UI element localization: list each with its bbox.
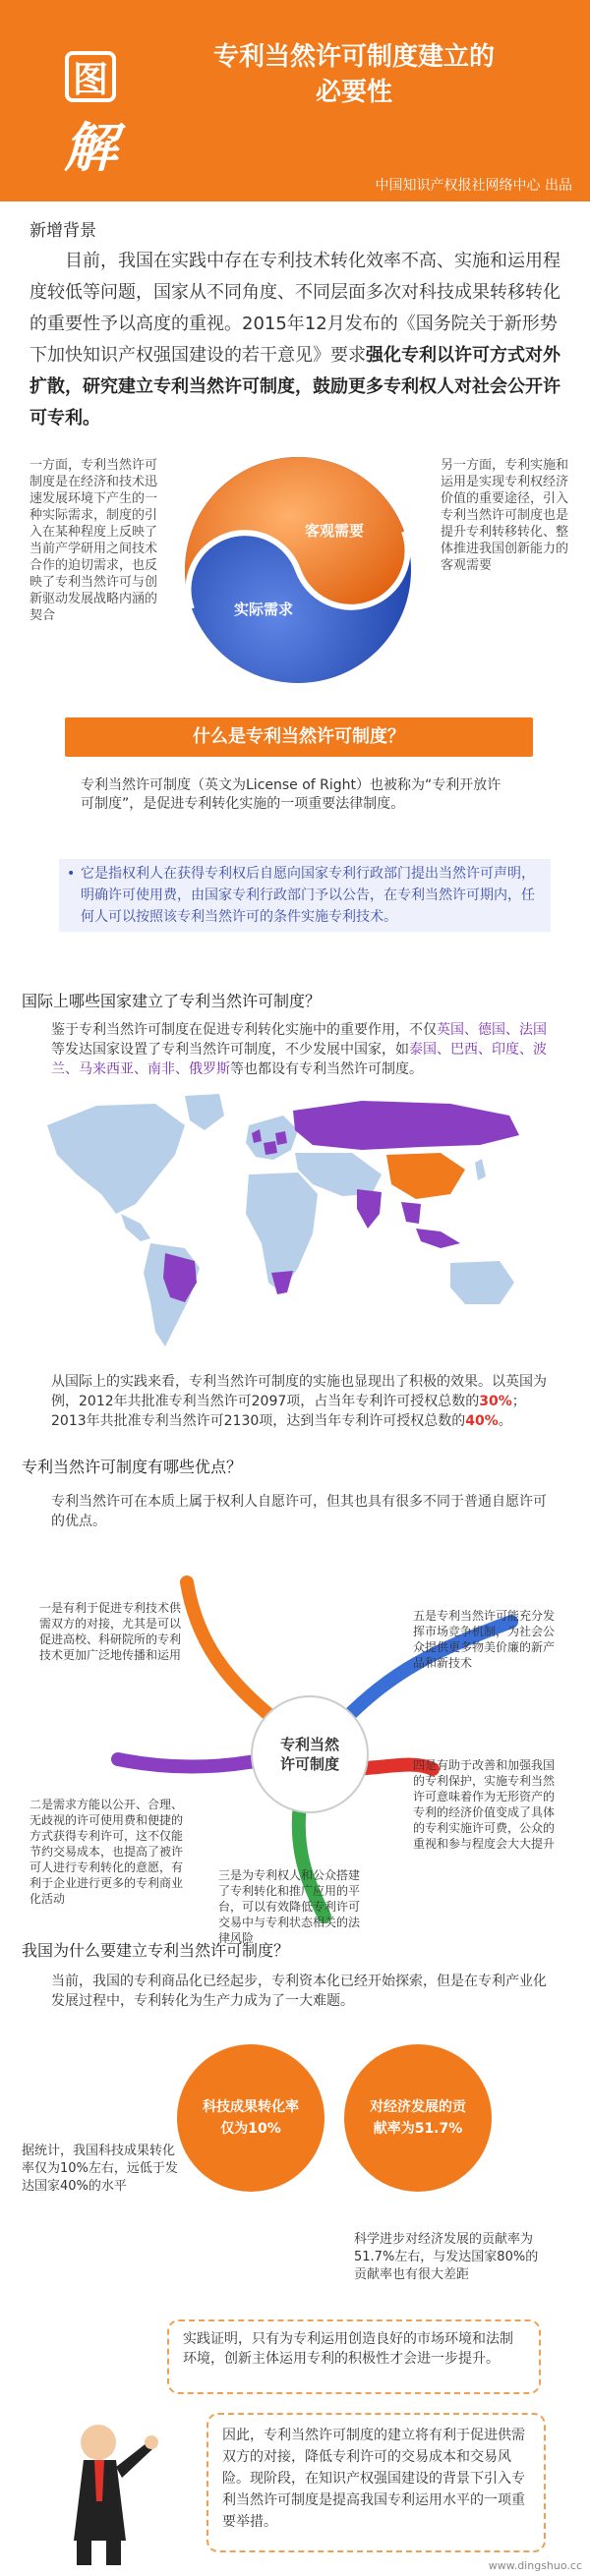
countries-text-3: 等也都设有专利当然许可制度。 — [230, 1061, 423, 1077]
stats-text-2: ；2013年共批准专利当然许可2130项，达到当年专利许可授权总数的 — [51, 1394, 526, 1429]
header-banner — [0, 0, 590, 201]
countries-developing: 泰国、巴西、印度、波兰、马来西亚、南非、俄罗斯 — [51, 1042, 547, 1077]
stats-text — [51, 1372, 553, 1431]
countries-text-2: 等发达国家设置了专利当然许可制度，不少发展中国家，如 — [51, 1042, 409, 1058]
watermark: www.dingshuo.cc — [488, 2559, 582, 2572]
advantage-4: 四是有助于改善和加强我国的专利保护，实施专利当然许可意味着作为无形资产的专利的经济价值变成了具体的专利实施许可费，公众的重视和参与程度会大大提升 — [413, 1758, 556, 1851]
yinyang-top-label: 客观需要 — [304, 522, 365, 540]
advantage-2: 二是需求方能以公开、合理、无歧视的许可使用费和便捷的方式获得专利许可，这不仅能节约交易成本，也提高了被许可人进行专利转化的意愿，有利于企业进行更多的专利商业化活动 — [30, 1798, 184, 1906]
stat-note-contribution: 科学进步对经济发展的贡献率为51.7%左右，与发达国家80%的贡献率也有很大差距 — [354, 2232, 539, 2282]
businessman-figure — [39, 2413, 187, 2570]
branch-orange — [187, 1582, 275, 1720]
mindmap-center — [251, 1695, 369, 1813]
definition-text: 专利当然许可制度（英文为License of Right）也被称为“专利开放许可制度”，是促进专利转化实施的一项重要法律制度。 — [81, 777, 502, 812]
intro-paragraph — [30, 246, 560, 434]
why-question: 我国为什么要建立专利当然许可制度？ — [22, 1941, 290, 1960]
advantage-3: 三是为专利权人和公众搭建了专利转化和推广应用的平台，可以有效降低专利许可交易中与专利状态相关的法律风险 — [218, 1868, 361, 1945]
stats-text-1: 从国际上的实践来看，专利当然许可制度的实施也显现出了积极的效果。以英国为例，2012年共批准专利当然许可2097项，占当年专利许可授权总数的 — [51, 1374, 547, 1409]
logo — [39, 37, 138, 179]
title-line-1: 专利当然许可制度建立的 — [212, 42, 495, 72]
figure-leg-left — [77, 2541, 91, 2565]
countries-text — [51, 1020, 553, 1079]
advantages-question: 专利当然许可制度有哪些优点？ — [22, 1458, 243, 1476]
stats-text-3: 。 — [498, 1413, 512, 1429]
map-germany — [275, 1131, 287, 1145]
branch-purple — [118, 1759, 266, 1767]
bullet-dot-icon: • — [67, 866, 76, 882]
definition-banner: 什么是专利当然许可制度？ — [65, 717, 533, 757]
figure-head — [81, 2425, 116, 2460]
yinyang-graphic — [169, 447, 427, 693]
logo-top-glyph: 图 — [65, 51, 116, 102]
intro-bold-text: 强化专利以许可方式对外扩散，研究建立专利当然许可制度，鼓励更多专利权人对社会公开许可专利。 — [30, 345, 560, 429]
world-map — [28, 1086, 568, 1361]
page-title — [148, 39, 560, 110]
yinyang-bottom-label: 实际需求 — [233, 601, 294, 618]
title-line-2: 必要性 — [315, 78, 392, 107]
map-france — [264, 1141, 277, 1155]
yinyang-left-text: 一方面，专利当然许可制度是在经济和技术迅速发展环境下产生的一种实际需求，制度的引入在某种程度上反映了当前产学研用之间技术合作的迫切需求，也反映了专利当然许可与创新驱动发展战略内涵的契合 — [30, 458, 158, 623]
definition-bullet-text: 它是指权利人在获得专利权后自愿向国家专利行政部门提出当然许可声明，明确许可使用费，由国家专利行政部门予以公告，在专利当然许可期内，任何人可以按照该专利当然许可的条件实施专利技术。 — [81, 866, 535, 925]
stat-circle-conversion: 科技成果转化率仅为10% — [177, 2044, 324, 2192]
yinyang-right-text: 另一方面，专利实施和运用是实现专利权经济价值的重要途径，引入专利当然许可制度也是提升专利转移转化、整体推进我国创新能力的客观需要 — [441, 458, 569, 573]
advantage-5: 五是专利当然许可能充分发挥市场竞争机制，为社会公众提供更多物美价廉的新产品和新技术 — [413, 1609, 556, 1670]
advantage-1: 一是有利于促进专利技术供需双方的对接，尤其是可以促进高校、科研院所的专利技术更加广泛地传播和运用 — [39, 1601, 182, 1662]
conclusion-box: 因此，专利当然许可制度的建立将有利于促进供需双方的对接，降低专利许可的交易成本和交易风险。现阶段，在知识产权强国建设的背景下引入专利当然许可制度是提高我国专利运用水平的一项重要举措。 — [206, 2413, 546, 2552]
figure-leg-right — [106, 2541, 121, 2565]
stat-circle-contribution: 对经济发展的贡献率为51.7% — [344, 2044, 492, 2192]
why-text: 当前，我国的专利商品化已经起步，专利资本化已经开始探索，但是在专利产业化发展过程中，专利转化为生产力成为了一大难题。 — [51, 1974, 547, 2009]
intro-text: 目前，我国在实践中存在专利技术转化效率不高、实施和运用程度较低等问题，国家从不同角度、不同层面多次对科技成果转移转化的重要性予以高度的重视。2015年12月发布的《国务院关于新形势下加快知识产权强国建设的若干意见》要求 — [30, 251, 560, 366]
countries-question: 国际上哪些国家建立了专利当然许可制度？ — [22, 992, 322, 1010]
mindmap-center-line2: 许可制度 — [279, 1755, 339, 1773]
logo-bottom-glyph: 解 — [64, 117, 117, 179]
practice-box: 实践证明，只有为专利运用创造良好的市场环境和法制环境，创新主体运用专利的积极性才会进一步提升。 — [167, 2319, 541, 2394]
countries-text-1: 鉴于专利当然许可制度在促进专利转化实施中的重要作用，不仅 — [51, 1022, 437, 1038]
source-label: 中国知识产权报社网络中心 出品 — [375, 178, 572, 194]
countries-developed: 英国、德国、法国 — [437, 1022, 547, 1038]
stats-pct-2013: 40% — [465, 1413, 499, 1429]
stat-note-conversion: 据统计，我国科技成果转化率仅为10%左右，远低于发达国家40%的水平 — [22, 2144, 178, 2194]
advantages-intro: 专利当然许可在本质上属于权利人自愿许可，但其也具有很多不同于普通自愿许可的优点。 — [51, 1494, 547, 1529]
mindmap-center-line1: 专利当然 — [279, 1736, 339, 1753]
intro-heading: 新增背景 — [30, 221, 96, 241]
definition-bullet — [59, 859, 551, 932]
stats-pct-2012: 30% — [479, 1394, 512, 1409]
figure-hand — [145, 2435, 158, 2449]
